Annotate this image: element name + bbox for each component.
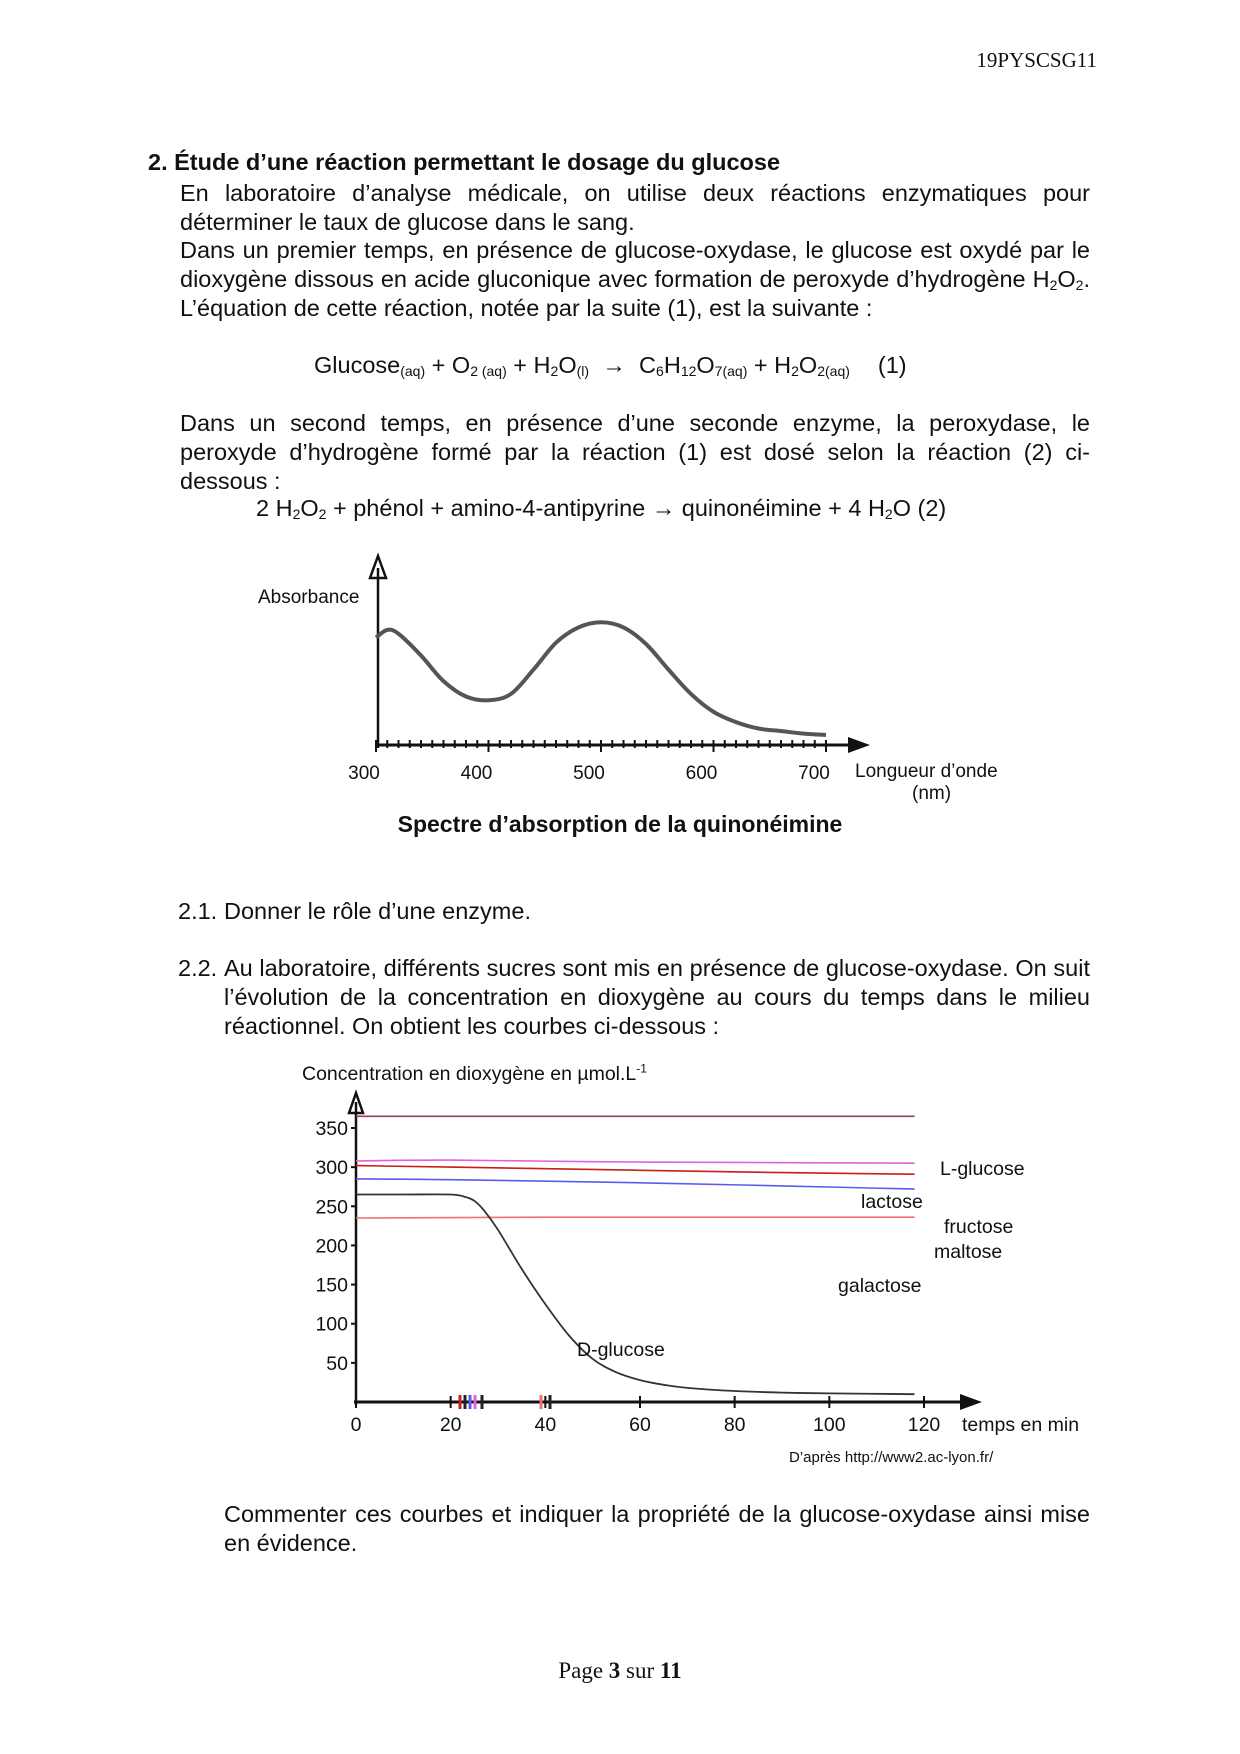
chart1-title: Spectre d’absorption de la quinonéimine [397,811,843,837]
q2-text: Au laboratoire, différents sucres sont mis en présence de glucose-oxydase. On suit l’évolution de la concentration en dioxygène au cours du temps dans le milieu réactionnel. On obtient les courbes ci-dessous : [224,955,1090,1039]
eq1-sub: 6 [656,363,664,379]
chart2-ylabel-text: Concentration en dioxygène en µmol.L [302,1063,637,1085]
question-2-2 [178,954,1090,1041]
chart1-tick-label: 700 [798,763,830,784]
chart2-y-tick-label: 300 [315,1157,348,1180]
eq1-sub: 2 [791,363,799,379]
comment-question: Commenter ces courbes et indiquer la propriété de la glucose-oxydase ainsi mise en évidence. [224,1501,1090,1556]
chart2-x-tick-label: 100 [813,1414,846,1436]
chart2-ylabel-sup: -1 [636,1061,647,1076]
chart1-series-quinoneimine [376,622,826,735]
eq1-c: C [639,352,657,378]
eq1-sub: 12 [680,363,697,379]
para2-text-b: O [1057,266,1076,292]
q1-text: Donner le rôle d’une enzyme. [224,898,531,924]
para2-text-a: Dans un premier temps, en présence de glucose-oxydase, le glucose est oxydé par le dioxygène dissous en acide gluconique avec formation de peroxyde d’hydrogène H [180,237,1090,292]
question-2-1 [178,897,1090,926]
eq1-o2: + O [425,352,471,378]
footer-total-pages: 11 [659,1658,682,1683]
eq2-h: 2 H [256,495,293,521]
eq2-sub: 2 [318,506,327,522]
chart2-x-tick-label: 80 [723,1414,746,1436]
chart2-y-tick-label: 200 [315,1235,348,1258]
chart2-y-tick-label: 250 [315,1196,348,1219]
para2-sub-2: 2 [1075,277,1084,293]
chart2-xlabel: temps en min [962,1414,1080,1436]
chart2-series-galactose [356,1217,915,1218]
dioxygen-chart [0,1080,1240,1480]
section-title: 2. Étude d’une réaction permettant le dosage du glucose [148,149,781,175]
chart1-x-arrow [848,737,870,753]
eq2-reactants: + phénol + amino-4-antipyrine → quinonéimine + 4 H [326,495,885,521]
chart2-y-tick-label: 100 [315,1313,348,1336]
series-label-l-glucose: L-glucose [940,1158,1025,1180]
chart2-x-arrow [960,1394,982,1410]
para2-sub-1: 2 [1049,277,1058,293]
eq1-h: H [663,352,681,378]
chart1-ticks [376,740,826,752]
chart2-source: D’après http://www2.ac-lyon.fr/ [789,1449,994,1466]
q2-number: 2.2. [178,955,218,981]
eq2-sub: 2 [292,506,301,522]
chart1-ylabel: Absorbance [258,587,360,608]
chart2-series-maltose [356,1179,915,1189]
eq1-sub: (l) [576,363,590,379]
footer-current-page: 3 [608,1658,621,1683]
eq1-sub: 2(aq) [817,363,850,379]
footer-middle: sur [620,1658,660,1683]
eq1-label: (1) [877,352,907,378]
absorption-spectrum-chart [0,0,1240,830]
eq1-sub: 2 [550,363,559,379]
document-code: 19PYSCSG11 [976,48,1097,72]
chart1-tick-label: 400 [460,763,493,784]
chart2-y-tick-label: 350 [315,1118,348,1140]
series-label-fructose: fructose [944,1216,1014,1238]
eq1-o: O [558,352,577,378]
eq1-arrow: → [602,352,626,378]
eq2-o: O [300,495,319,521]
footer-prefix: Page [558,1658,609,1683]
intro-paragraph: En laboratoire d’analyse médicale, on utilise deux réactions enzymatiques pour déterminer le taux de glucose dans le sang. [180,180,1090,235]
q1-number: 2.1. [178,898,218,924]
eq2-sub: 2 [884,506,893,522]
chart2-series-d-glucose [356,1194,915,1394]
eq1-sub: 7(aq) [714,363,748,379]
chart2-y-tick-label: 50 [326,1352,348,1375]
eq2-end: O (2) [892,495,947,521]
eq1-o: O [798,352,818,378]
eq1-glucose: Glucose [314,352,401,378]
eq1-sub: 2 (aq) [470,363,507,379]
chart1-tick-label: 300 [348,763,380,784]
chart2-x-tick-label: 20 [439,1414,462,1436]
chart1-tick-labels [348,763,830,784]
chart1-tick-label: 600 [685,763,718,784]
eq1-h: + H [506,352,551,378]
chart1-xlabel-2: (nm) [912,783,952,804]
chart2-series-lactose [356,1160,915,1163]
second-reaction-paragraph: Dans un second temps, en présence d’une seconde enzyme, la peroxydase, le peroxyde d’hydrogène formé par la réaction (1) est dosé selon la réaction (2) ci-dessous : [180,410,1090,494]
eq1-sub: (aq) [400,363,426,379]
series-label-d-glucose: D-glucose [577,1339,665,1361]
chart2-group [315,1093,1079,1466]
chart2-x-tick-label: 120 [907,1414,941,1436]
series-label-lactose: lactose [861,1191,923,1213]
eq1-h2o2: + H [747,352,792,378]
eq1-o: O [696,352,715,378]
chart2-y-tick-label: 150 [315,1274,348,1297]
chart2-series-fructose [356,1166,915,1175]
chart2-x-tick-label: 0 [350,1414,362,1436]
para2-text-c: . L’équation de cette réaction, notée par la suite (1), est la suivante : [180,266,1090,321]
chart1-xlabel-1: Longueur d’onde [855,761,998,782]
series-label-galactose: galactose [838,1275,922,1297]
chart2-x-tick-label: 60 [629,1414,651,1436]
series-label-maltose: maltose [934,1241,1003,1263]
chart2-x-tick-label: 40 [534,1414,557,1436]
chart1-tick-label: 500 [573,763,605,784]
page-footer [0,1658,1240,1684]
chart1-group [258,556,998,804]
